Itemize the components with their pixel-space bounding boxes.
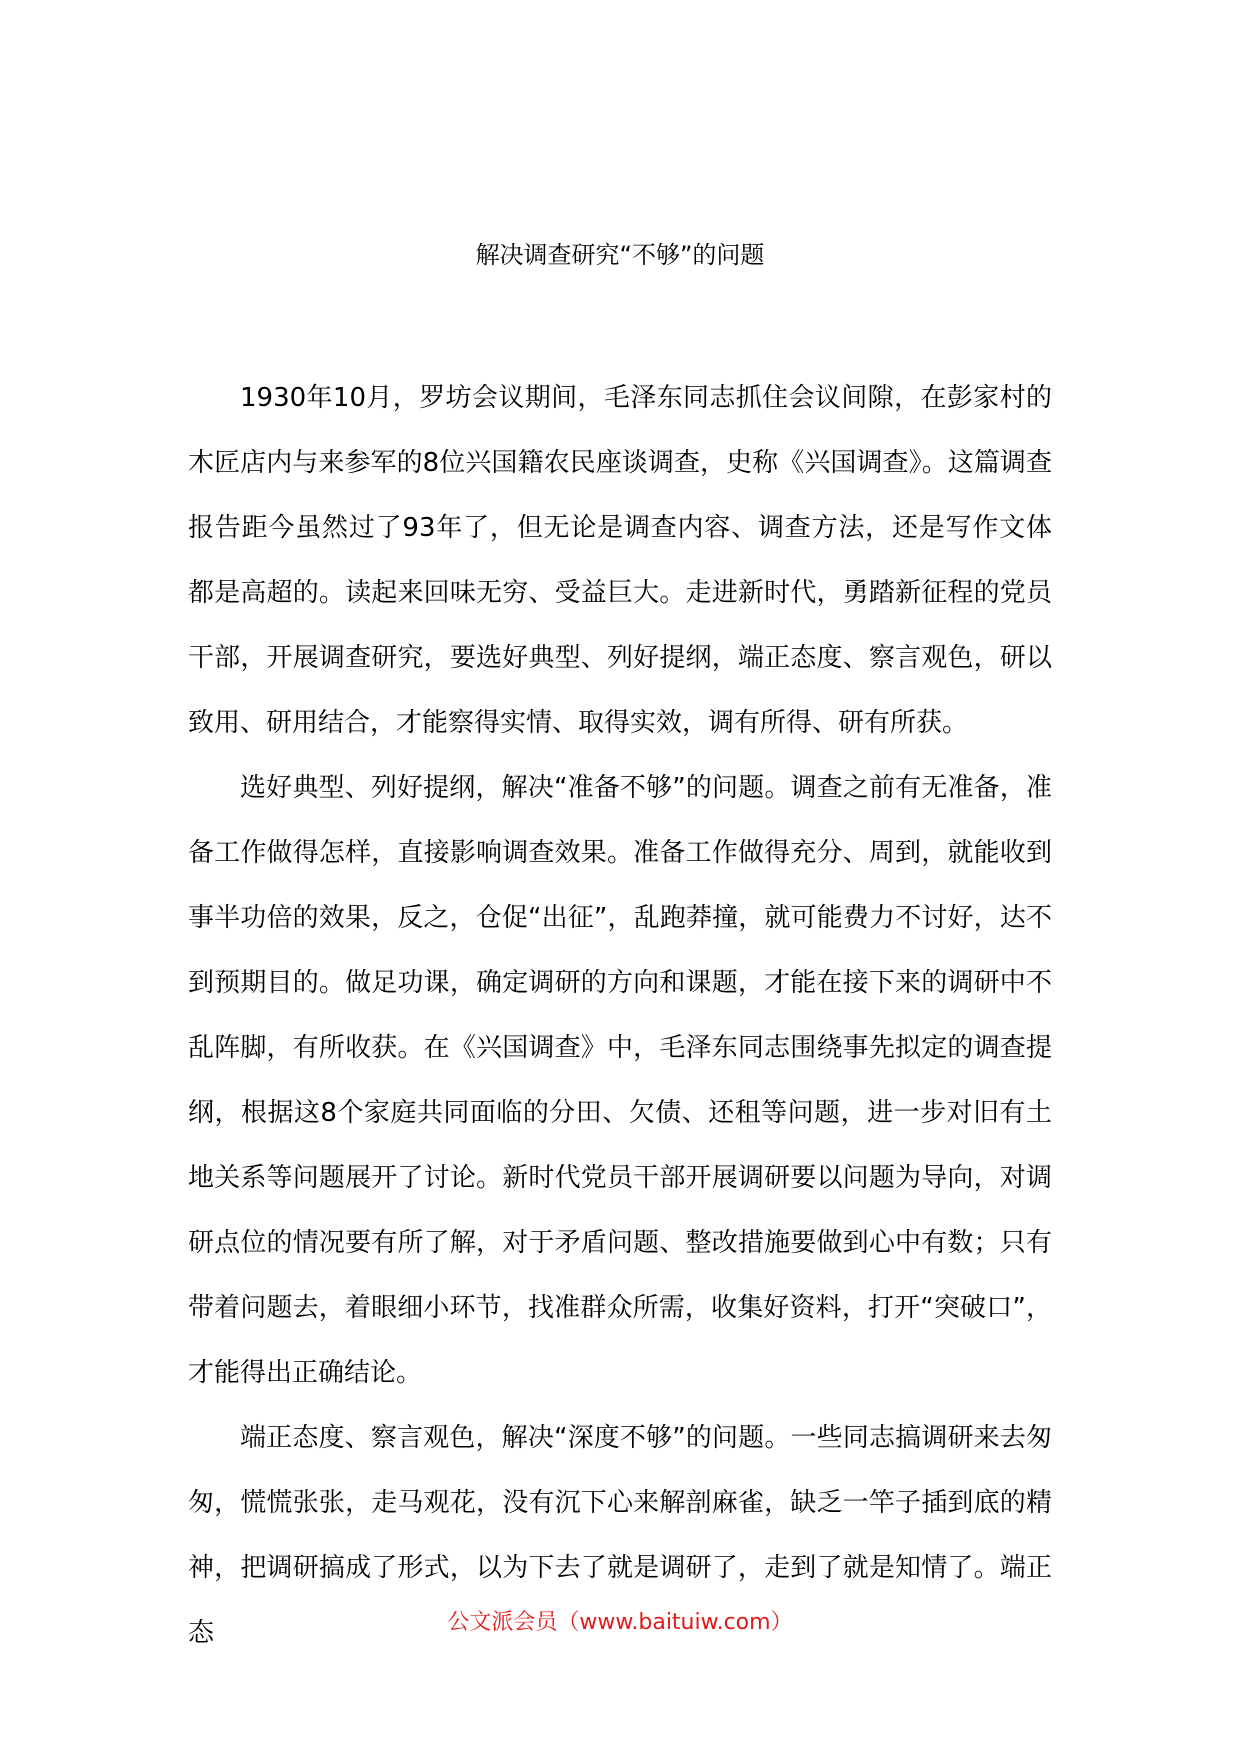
paragraph-2: 选好典型、列好提纲，解决“准备不够”的问题。调查之前有无准备，准备工作做得怎样，直接影响调查效果。准备工作做得充分、周到，就能收到事半功倍的效果，反之，仓促“出征”，乱跑莽撞，就可能费力不讨好，达不到预期目的。做足功课，确定调研的方向和课题，才能在接下来的调研中不乱阵脚，有所收获。在《兴国调查》中，毛泽东同志围绕事先拟定的调查提纲，根据这8个家庭共同面临的分田、欠债、还租等问题，进一步对旧有土地关系等问题展开了讨论。新时代党员干部开展调研要以问题为导向，对调研点位的情况要有所了解，对于矛盾问题、整改措施要做到心中有数；只有带着问题去，着眼细小环节，找准群众所需，收集好资料，打开“突破口”，才能得出正确结论。 <box>188 773 1052 1388</box>
paragraph-1: 1930年10月，罗坊会议期间，毛泽东同志抓住会议间隙，在彭家村的木匠店内与来参军的8位兴国籍农民座谈调查，史称《兴国调查》。这篇调查报告距今虽然过了93年了，但无论是调查内容、调查方法，还是写作文体都是高超的。读起来回味无穷、受益巨大。走进新时代，勇踏新征程的党员干部，开展调查研究，要选好典型、列好提纲，端正态度、察言观色，研以致用、研用结合，才能察得实情、取得实效，调有所得、研有所获。 <box>188 383 1052 738</box>
document-title: 解决调查研究“不够”的问题 <box>475 241 765 269</box>
paragraph-3: 端正态度、察言观色，解决“深度不够”的问题。一些同志搞调研来去匆匆，慌慌张张，走马观花，没有沉下心来解剖麻雀，缺乏一竿子插到底的精神，把调研搞成了形式，以为下去了就是调研了，走到了就是知情了。端正态 <box>188 1423 1052 1648</box>
footer-watermark: 公文派会员（www.baituiw.com） <box>447 1610 793 1635</box>
document-body <box>188 366 1052 1666</box>
